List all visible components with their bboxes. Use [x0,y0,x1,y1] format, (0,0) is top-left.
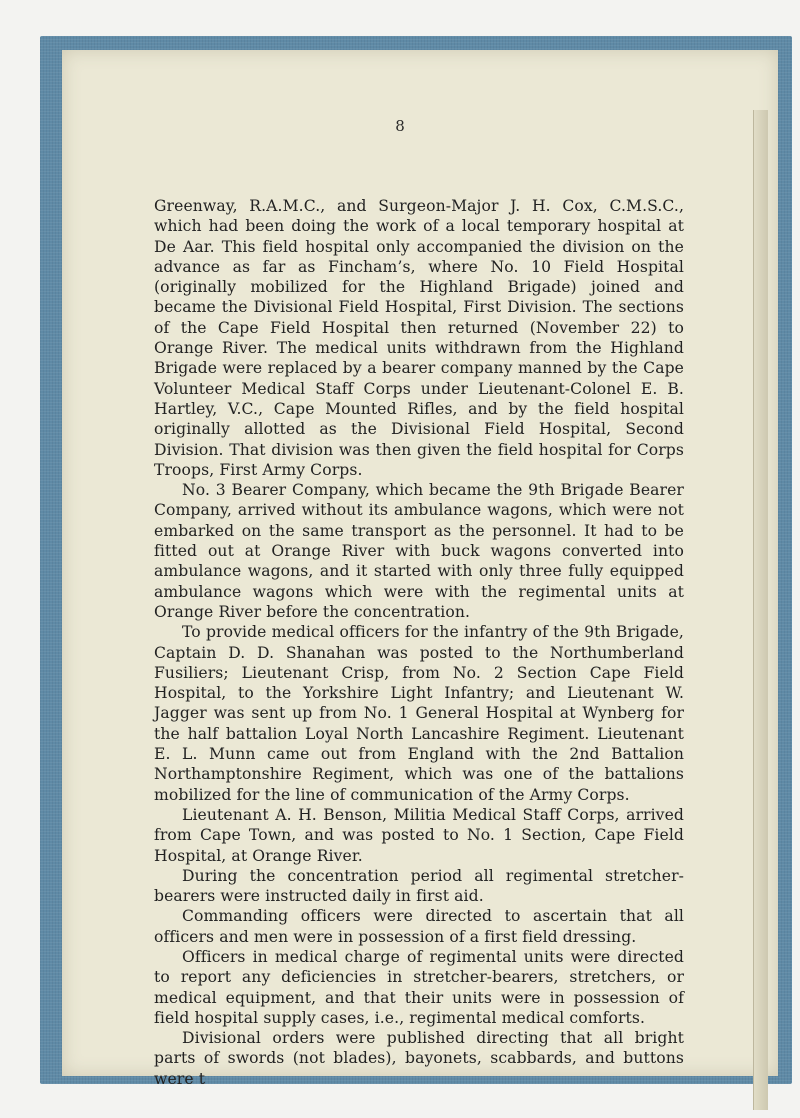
body-text [154,196,684,1089]
paragraph: No. 3 Bearer Company, which became the 9th Brigade Bearer Company, arrived without its ambulance wagons, which were not embarked on the same transport as the personnel. It had to be fitted out at Orange River with buck wagons converted into ambulance wagons, and it started with only three fully equipped ambulance wagons which were with the regimental units at Orange River before the concentration. [154,481,684,621]
paragraph: Greenway, R.A.M.C., and Surgeon-Major J. H. Cox, C.M.S.C., which had been doing the work of a local temporary hospital at De Aar. This field hospital only accompanied the division on the advance as far as Fincham’s, where No. 10 Field Hospital (originally mobilized for the Highland Brigade) joined and became the Divisional Field Hospital, First Division. The sections of the Cape Field Hospital then returned (November 22) to Orange River. The medical units withdrawn from the Highland Brigade were replaced by a bearer company manned by the Cape Volunteer Medical Staff Corps under Lieutenant-Colonel E. B. Hartley, V.C., Cape Mounted Rifles, and by the field hospital originally allotted as the Divisional Field Hospital, Second Division. That division was then given the field hospital for Corps Troops, First Army Corps. [154,197,684,479]
paragraph: Lieutenant A. H. Benson, Militia Medical Staff Corps, arrived from Cape Town, and was posted to No. 1 Section, Cape Field Hospital, at Orange River. [154,805,684,865]
page-number: 8 [395,117,405,135]
paragraph: To provide medical officers for the infantry of the 9th Brigade, Captain D. D. Shanahan was posted to the Northumberland Fusiliers; Lieutenant Crisp, from No. 2 Section Cape Field Hospital, to the Yorkshire Light Infantry; and Lieutenant W. Jagger was sent up from No. 1 General Hospital at Wynberg for the half battalion Loyal North Lancashire Regiment. Lieutenant E. L. Munn came out from England with the 2nd Battalion Northamptonshire Regiment, which was one of the battalions mobilized for the line of communication of the Army Corps. [154,623,684,804]
paragraph: During the concentration period all regimental stretcher-bearers were instructed daily in first aid. [154,866,684,906]
paragraph: Commanding officers were directed to ascertain that all officers and men were in possession of a first field dressing. [154,907,684,946]
paragraph: Officers in medical charge of regimental units were directed to report any deficiencies in stretcher-bearers, stretchers, or medical equipment, and that their units were in possession of field hospital supply cases, i.e., regimental medical comforts. [154,947,684,1027]
paragraph: Divisional orders were published directing that all bright parts of swords (not blades), bayonets, scabbards, and buttons were t [154,1029,684,1088]
page-edge [753,110,768,1110]
